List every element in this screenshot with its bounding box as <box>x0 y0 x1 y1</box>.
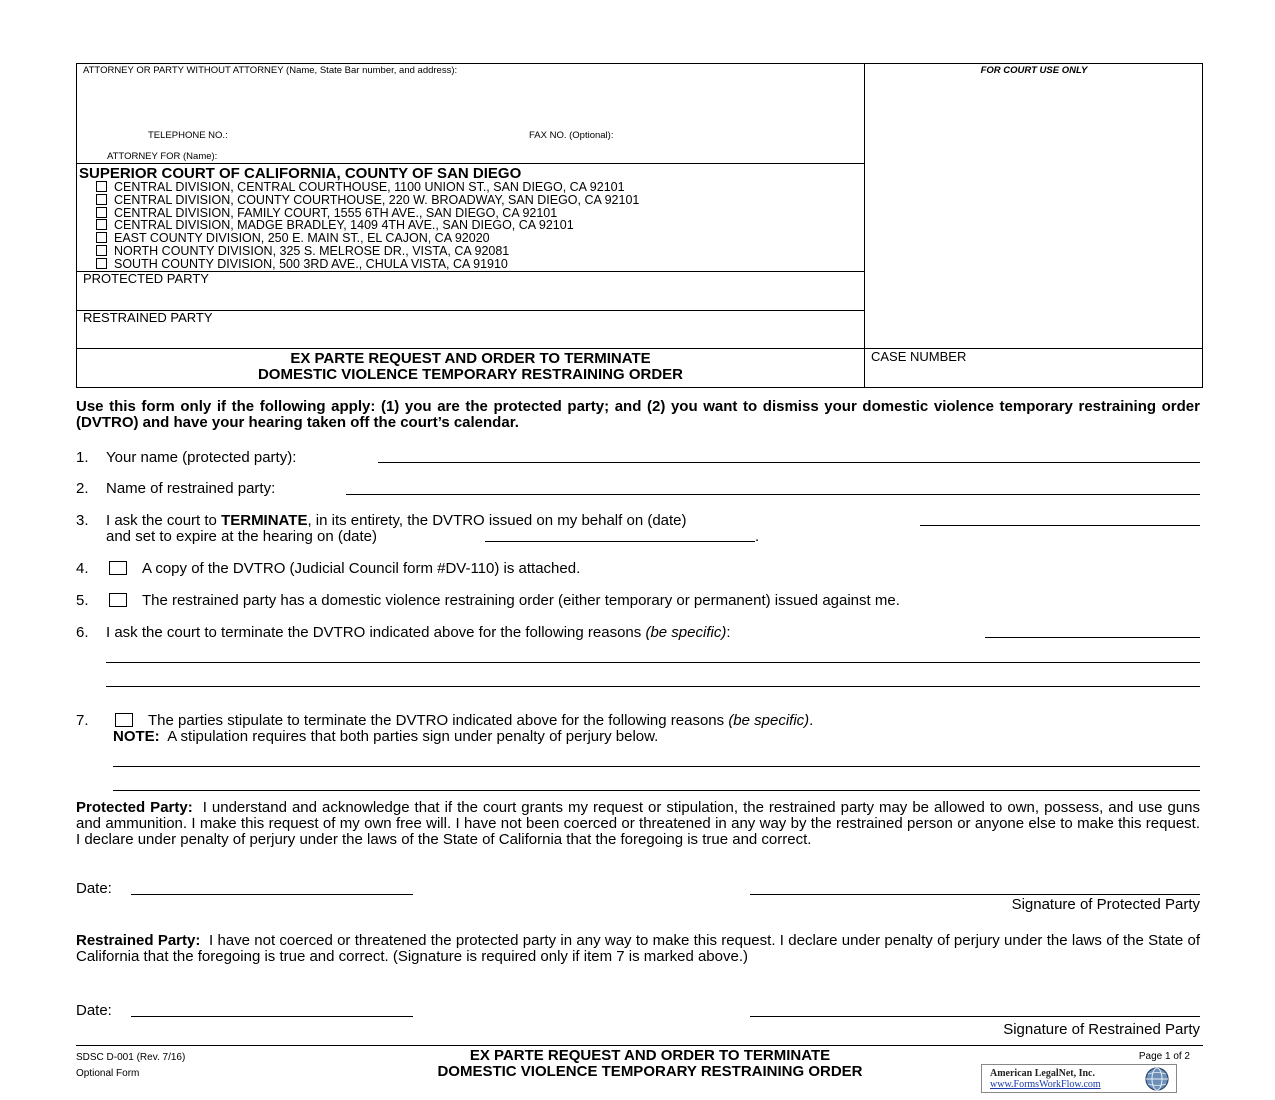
division-list <box>96 181 639 271</box>
stipulation-field-line1[interactable] <box>113 766 1200 767</box>
division-option[interactable]: SOUTH COUNTY DIVISION, 500 3RD AVE., CHULA VISTA, CA 91910 <box>96 258 639 271</box>
protected-name-field[interactable] <box>378 462 1200 463</box>
checkbox[interactable] <box>96 258 107 269</box>
item-2-label: Name of restrained party: <box>106 480 276 497</box>
footer-form-id: SDSC D-001 (Rev. 7/16) <box>76 1052 186 1063</box>
footer-title-line1: EX PARTE REQUEST AND ORDER TO TERMINATE <box>469 1047 831 1064</box>
issued-date-field[interactable] <box>920 525 1200 526</box>
restrained-name-field[interactable] <box>346 494 1200 495</box>
expire-date-field[interactable] <box>485 541 755 542</box>
footer-rule <box>76 1045 1203 1046</box>
item-3-period: . <box>755 528 760 545</box>
divider-title <box>76 348 1203 349</box>
checkbox[interactable] <box>96 219 107 230</box>
fax-label: FAX NO. (Optional): <box>529 130 614 141</box>
item-4-text: A copy of the DVTRO (Judicial Council form #DV-110) is attached. <box>142 560 581 577</box>
protected-signature-field[interactable] <box>750 894 1200 895</box>
header-vertical-divider <box>864 63 865 388</box>
telephone-label: TELEPHONE NO.: <box>148 130 228 141</box>
item-1-label: Your name (protected party): <box>106 449 297 466</box>
restrained-date-label: Date: <box>76 1002 112 1019</box>
form-title <box>76 351 865 383</box>
checkbox[interactable] <box>96 232 107 243</box>
intro-text: Use this form only if the following apply: (1) you are the protected party; and (2) you want to dismiss your domestic violence temporary restraining order (DVTRO) and have your hearing taken off the court’s calendar. <box>76 398 1200 431</box>
reasons-field-line1[interactable] <box>985 637 1200 638</box>
logo-website[interactable]: www.FormsWorkFlow.com <box>990 1079 1101 1090</box>
court-use-label: FOR COURT USE ONLY <box>980 65 1088 76</box>
reasons-field-line2[interactable] <box>106 662 1200 663</box>
item-3-line2: and set to expire at the hearing on (date) <box>106 528 378 545</box>
restrained-signature-field[interactable] <box>750 1016 1200 1017</box>
division-option[interactable]: CENTRAL DIVISION, COUNTY COURTHOUSE, 220 W. BROADWAY, SAN DIEGO, CA 92101 <box>96 194 639 207</box>
item-1-number: 1. <box>76 449 89 466</box>
item-7-text: The parties stipulate to terminate the DVTRO indicated above for the following reasons (be specific). <box>148 712 814 729</box>
item-5-number: 5. <box>76 592 89 609</box>
checkbox[interactable] <box>96 245 107 256</box>
division-option[interactable]: CENTRAL DIVISION, CENTRAL COURTHOUSE, 1100 UNION ST., SAN DIEGO, CA 92101 <box>96 181 639 194</box>
item-4-number: 4. <box>76 560 89 577</box>
restrained-date-field[interactable] <box>131 1016 413 1017</box>
logo-company: American LegalNet, Inc. <box>990 1068 1095 1079</box>
item-5-text: The restrained party has a domestic violence restraining order (either temporary or permanent) issued against me. <box>142 592 900 609</box>
footer-title <box>330 1048 970 1080</box>
globe-icon <box>1142 1066 1172 1092</box>
attorney-label: ATTORNEY OR PARTY WITHOUT ATTORNEY (Name, State Bar number, and address): <box>83 65 458 76</box>
checkbox[interactable] <box>96 181 107 192</box>
form-title-line2: DOMESTIC VIOLENCE TEMPORARY RESTRAINING ORDER <box>257 366 684 383</box>
item-5-checkbox[interactable] <box>109 593 127 607</box>
protected-declaration: Protected Party: I understand and acknowledge that if the court grants my request or stipulation, the restrained party may be allowed to own, possess, and use guns and ammunition. I make this request of my own free will. I have not been coerced or threatened in any way by the restrained person or anyone else to make this request. I declare under penalty of perjury under the laws of the State of California that the foregoing is true and correct. <box>76 799 1201 848</box>
footer-title-line2: DOMESTIC VIOLENCE TEMPORARY RESTRAINING ORDER <box>437 1063 863 1080</box>
checkbox[interactable] <box>96 207 107 218</box>
division-option[interactable]: CENTRAL DIVISION, FAMILY COURT, 1555 6TH AVE., SAN DIEGO, CA 92101 <box>96 207 639 220</box>
item-6-text: I ask the court to terminate the DVTRO indicated above for the following reasons (be specific): <box>106 624 731 641</box>
item-7-note: NOTE: A stipulation requires that both parties sign under penalty of perjury below. <box>113 728 659 745</box>
item-4-checkbox[interactable] <box>109 561 127 575</box>
item-2-number: 2. <box>76 480 89 497</box>
publisher-logo[interactable] <box>981 1064 1177 1093</box>
item-3-text: I ask the court to TERMINATE, in its entirety, the DVTRO issued on my behalf on (date) <box>106 512 687 529</box>
protected-party-label: PROTECTED PARTY <box>83 271 209 286</box>
division-option[interactable]: NORTH COUNTY DIVISION, 325 S. MELROSE DR., VISTA, CA 92081 <box>96 245 639 258</box>
checkbox[interactable] <box>96 194 107 205</box>
court-title: SUPERIOR COURT OF CALIFORNIA, COUNTY OF SAN DIEGO <box>79 165 522 182</box>
item-7-number: 7. <box>76 712 89 729</box>
divider-court <box>76 163 865 164</box>
division-option[interactable]: CENTRAL DIVISION, MADGE BRADLEY, 1409 4TH AVE., SAN DIEGO, CA 92101 <box>96 219 639 232</box>
item-3-number: 3. <box>76 512 89 529</box>
case-number-label: CASE NUMBER <box>871 349 967 364</box>
page-number: Page 1 of 2 <box>1138 1051 1190 1062</box>
restrained-party-label: RESTRAINED PARTY <box>83 310 213 325</box>
protected-date-label: Date: <box>76 880 112 897</box>
protected-signature-label: Signature of Protected Party <box>1011 896 1200 913</box>
reasons-field-line3[interactable] <box>106 686 1200 687</box>
restrained-signature-label: Signature of Restrained Party <box>1003 1021 1200 1038</box>
footer-optional: Optional Form <box>76 1068 140 1079</box>
attorney-for-label: ATTORNEY FOR (Name): <box>107 151 218 162</box>
item-7-checkbox[interactable] <box>115 713 133 727</box>
division-option[interactable]: EAST COUNTY DIVISION, 250 E. MAIN ST., EL CAJON, CA 92020 <box>96 232 639 245</box>
protected-date-field[interactable] <box>131 894 413 895</box>
stipulation-field-line2[interactable] <box>113 790 1200 791</box>
restrained-declaration: Restrained Party: I have not coerced or threatened the protected party in any way to make this request. I declare under penalty of perjury under the laws of the State of California that the foregoing is true and correct. (Signature is required only if item 7 is marked above.) <box>76 932 1200 965</box>
item-6-number: 6. <box>76 624 89 641</box>
form-title-line1: EX PARTE REQUEST AND ORDER TO TERMINATE <box>290 350 651 367</box>
